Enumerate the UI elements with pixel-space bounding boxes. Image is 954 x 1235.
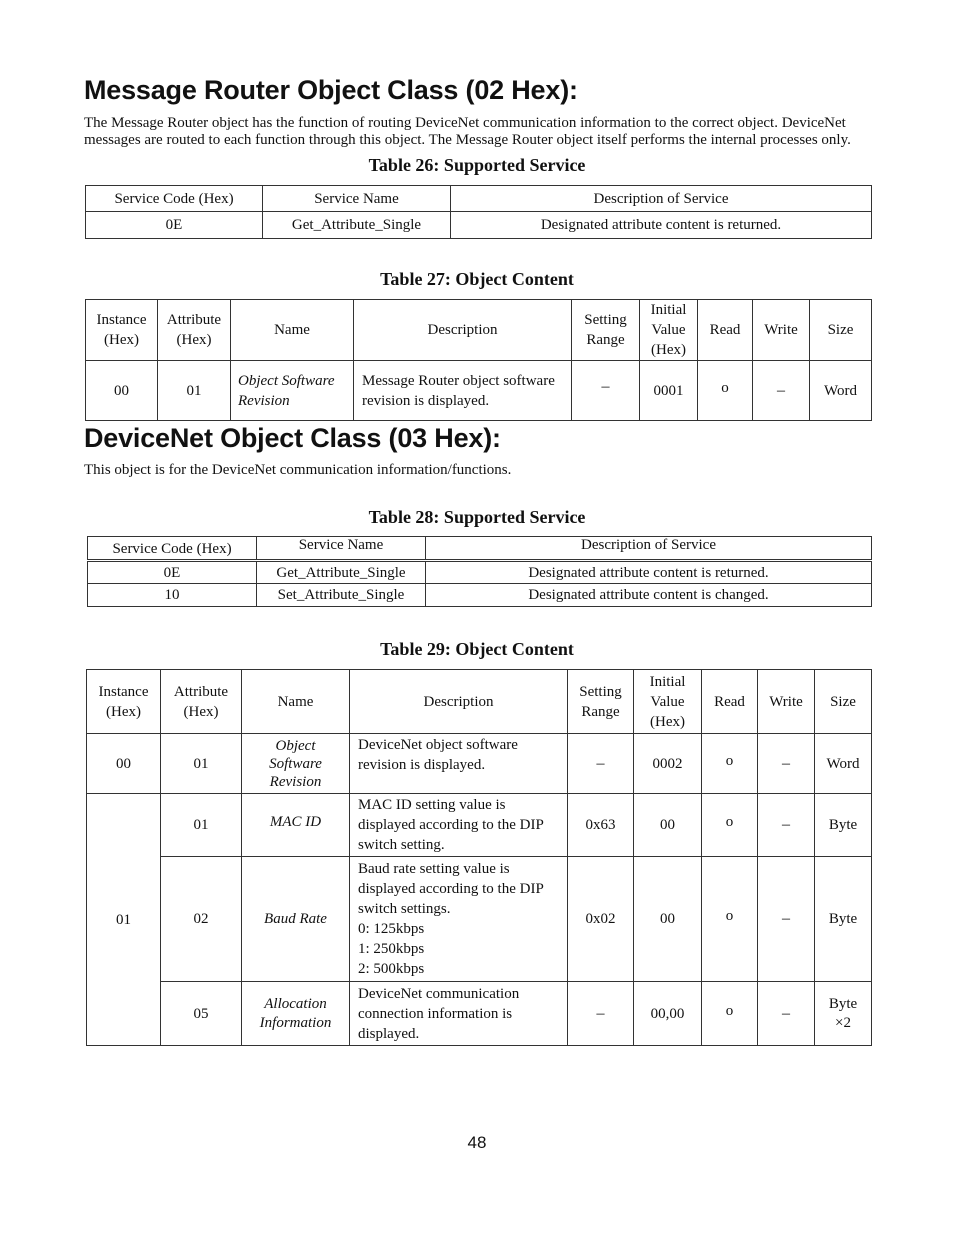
header-initial-value: Initial Value (Hex) (640, 300, 698, 361)
cell-setting-range: 0x02 (568, 857, 634, 982)
header-size: Size (815, 670, 872, 734)
table-caption: Table 29: Object Content (380, 639, 574, 659)
paragraph-line: The Message Router object has the function of routing DeviceNet communication information to the correct object. DeviceNet (84, 115, 846, 131)
table-header-row (88, 537, 872, 561)
table-row (86, 212, 872, 239)
supported-service-table-26 (85, 185, 872, 239)
cell-read: o (702, 982, 758, 1046)
cell-instance: 00 (86, 361, 158, 421)
table-header-row (87, 670, 872, 734)
table-cell: Get_Attribute_Single (257, 561, 426, 584)
header-description: Description (354, 300, 572, 361)
cell-size: Word (810, 361, 872, 421)
cell-initial-value: 0001 (640, 361, 698, 421)
cell-instance: 01 (87, 794, 161, 1046)
table-cell: 10 (88, 584, 257, 607)
object-content-table-27 (85, 299, 872, 421)
cell-read: o (702, 794, 758, 857)
cell-attribute: 01 (161, 734, 242, 794)
header-write: Write (758, 670, 815, 734)
cell-initial-value: 00,00 (634, 982, 702, 1046)
cell-description: DeviceNet object software revision is displayed. (350, 734, 568, 794)
header-instance: Instance (Hex) (86, 300, 158, 361)
header-name: Name (242, 670, 350, 734)
table-cell: Designated attribute content is changed. (426, 584, 872, 607)
cell-initial-value: 0002 (634, 734, 702, 794)
cell-setting-range: 0x63 (568, 794, 634, 857)
table-row (87, 982, 872, 1046)
cell-write: – (753, 361, 810, 421)
cell-write: – (758, 734, 815, 794)
cell-read: o (702, 734, 758, 794)
cell-read: o (698, 361, 753, 421)
section-heading-devicenet: DeviceNet Object Class (03 Hex): (84, 423, 501, 453)
cell-initial-value: 00 (634, 857, 702, 982)
table-header-row (86, 186, 872, 212)
section-intro-paragraph (84, 115, 884, 149)
cell-write: – (758, 857, 815, 982)
table-row (86, 361, 872, 421)
cell-instance: 00 (87, 734, 161, 794)
cell-setting-range: – (568, 734, 634, 794)
cell-description: DeviceNet communication connection information is displayed. (350, 982, 568, 1046)
table-cell: Set_Attribute_Single (257, 584, 426, 607)
header-instance: Instance (Hex) (87, 670, 161, 734)
header-attribute: Attribute (Hex) (161, 670, 242, 734)
cell-attribute: 01 (158, 361, 231, 421)
cell-name: Object Software Revision (231, 361, 354, 421)
section-intro-paragraph: This object is for the DeviceNet communication information/functions. (84, 462, 512, 478)
header-setting-range: Setting Range (572, 300, 640, 361)
supported-service-table-28 (87, 536, 872, 607)
table-caption: Table 26: Supported Service (368, 155, 586, 175)
cell-description: Baud rate setting value is displayed according to the DIP switch settings. 0: 125kbps 1: 250kbps 2: 500kbps (350, 857, 568, 982)
cell-name: Baud Rate (242, 857, 350, 982)
cell-attribute: 02 (161, 857, 242, 982)
cell-read: o (702, 857, 758, 982)
header-cell: Service Name (257, 537, 426, 561)
header-cell: Description of Service (426, 537, 872, 561)
table-cell: Designated attribute content is returned. (451, 212, 872, 239)
table-cell: Designated attribute content is returned. (426, 561, 872, 584)
header-write: Write (753, 300, 810, 361)
header-initial-value: Initial Value (Hex) (634, 670, 702, 734)
table-caption: Table 28: Supported Service (368, 507, 586, 527)
table-cell: Get_Attribute_Single (263, 212, 451, 239)
cell-name: MAC ID (242, 794, 350, 857)
table-row (87, 794, 872, 857)
cell-name: Object Software Revision (242, 734, 350, 794)
table-row (88, 584, 872, 607)
cell-size: Byte (815, 857, 872, 982)
cell-name: Allocation Information (242, 982, 350, 1046)
cell-setting-range: – (572, 361, 640, 421)
cell-size: Byte ×2 (815, 982, 872, 1046)
paragraph-line: messages are routed to each function through this object. The Message Router object itself performs the internal processes only. (84, 132, 851, 148)
cell-attribute: 01 (161, 794, 242, 857)
cell-description: Message Router object software revision is displayed. (354, 361, 572, 421)
table-header-row (86, 300, 872, 361)
table-row (87, 857, 872, 982)
cell-setting-range: – (568, 982, 634, 1046)
header-cell: Service Name (263, 186, 451, 212)
cell-initial-value: 00 (634, 794, 702, 857)
table-cell: 0E (88, 561, 257, 584)
header-read: Read (698, 300, 753, 361)
cell-size: Word (815, 734, 872, 794)
cell-write: – (758, 982, 815, 1046)
cell-attribute: 05 (161, 982, 242, 1046)
header-size: Size (810, 300, 872, 361)
cell-size: Byte (815, 794, 872, 857)
header-description: Description (350, 670, 568, 734)
table-row (88, 561, 872, 584)
header-setting-range: Setting Range (568, 670, 634, 734)
header-name: Name (231, 300, 354, 361)
object-content-table-29 (86, 669, 872, 1046)
header-cell: Service Code (Hex) (86, 186, 263, 212)
header-cell: Description of Service (451, 186, 872, 212)
cell-description: MAC ID setting value is displayed according to the DIP switch setting. (350, 794, 568, 857)
table-cell: 0E (86, 212, 263, 239)
header-attribute: Attribute (Hex) (158, 300, 231, 361)
header-read: Read (702, 670, 758, 734)
table-row (87, 734, 872, 794)
page-number: 48 (467, 1133, 487, 1152)
cell-write: – (758, 794, 815, 857)
section-heading-message-router: Message Router Object Class (02 Hex): (84, 75, 578, 105)
header-cell: Service Code (Hex) (88, 537, 257, 561)
table-caption: Table 27: Object Content (380, 269, 574, 289)
